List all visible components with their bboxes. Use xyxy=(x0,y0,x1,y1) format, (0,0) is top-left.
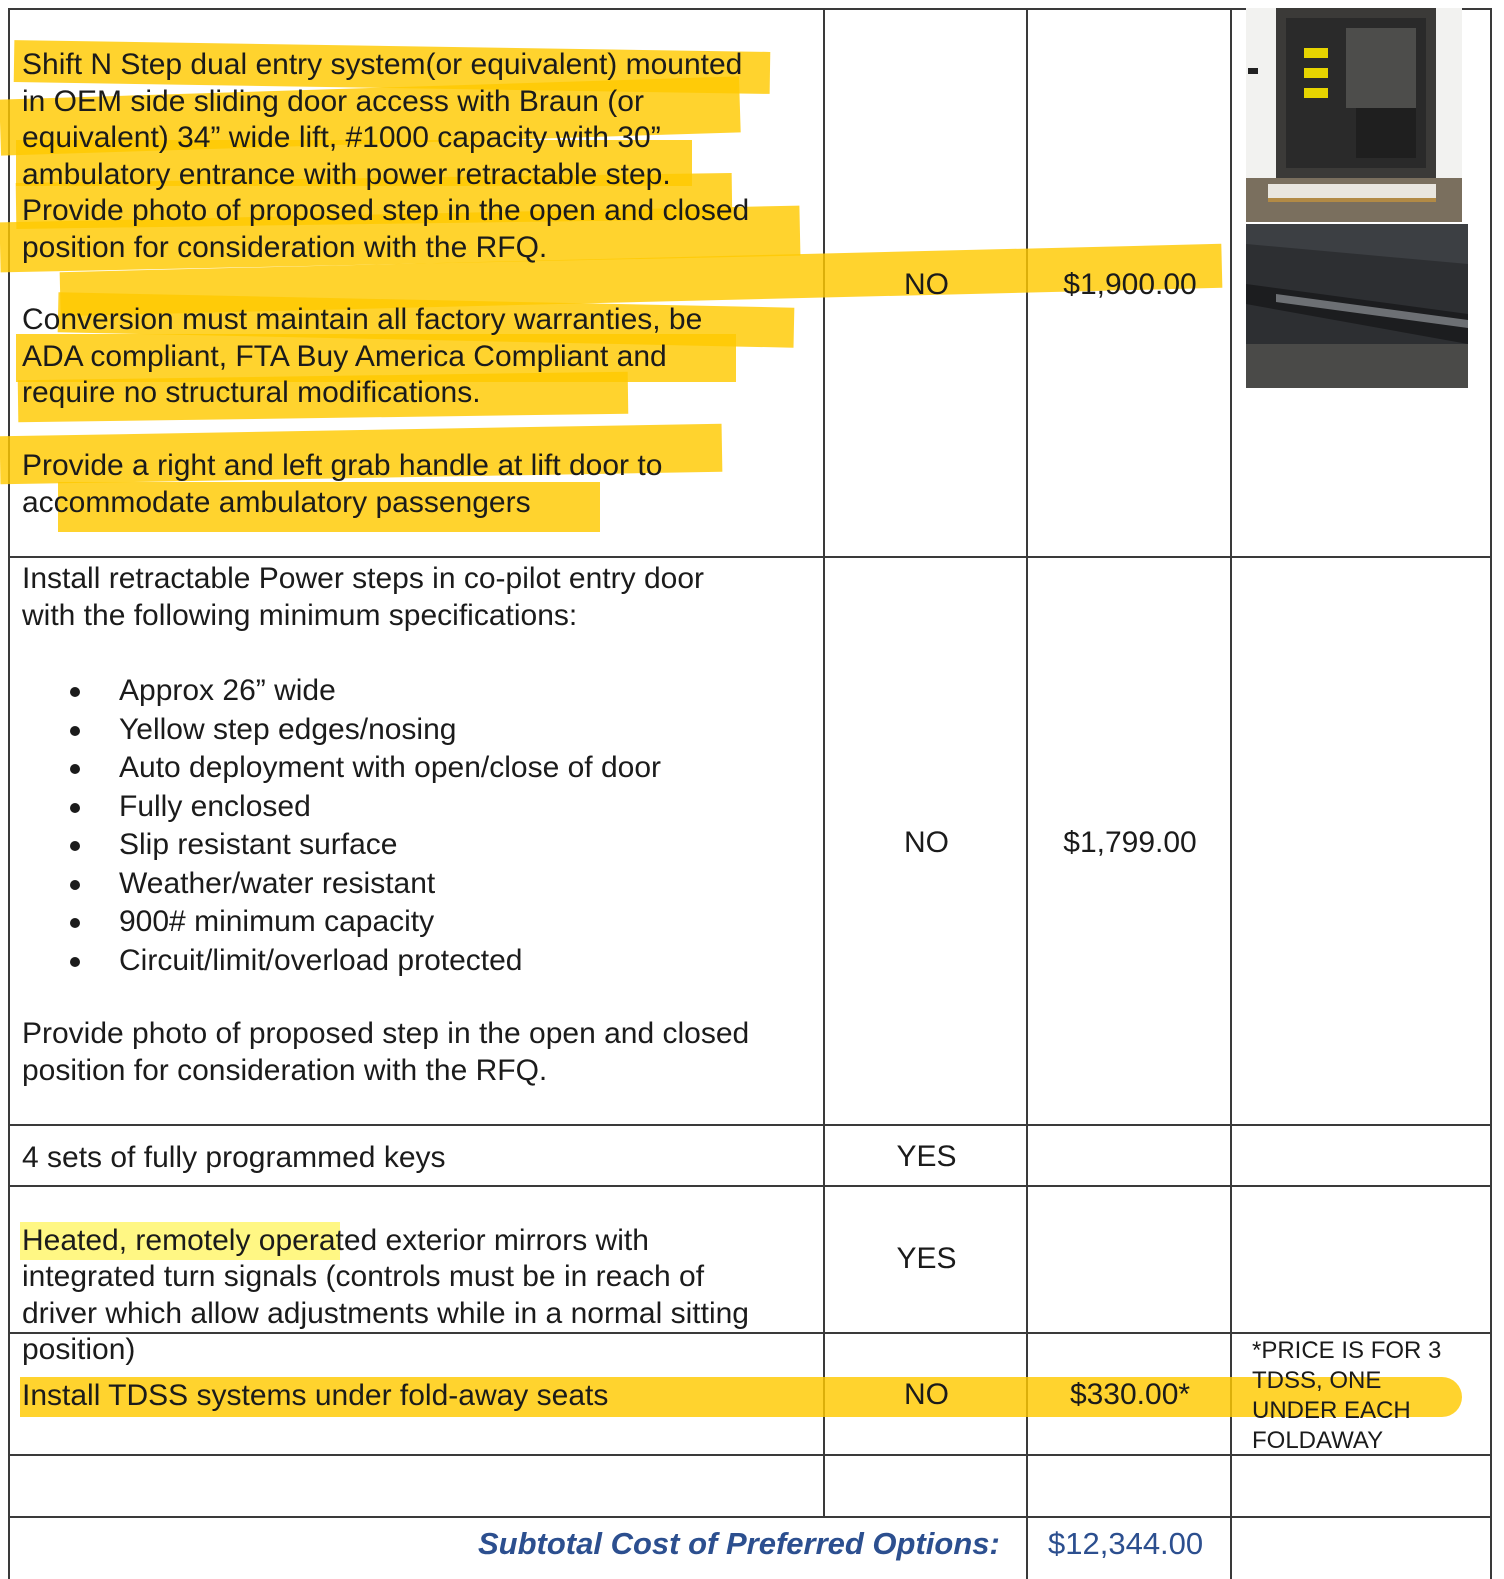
price-cell: $1,799.00 xyxy=(1063,826,1197,859)
table-border-right xyxy=(1490,8,1492,1579)
column-divider xyxy=(1230,8,1232,1579)
bullet-icon xyxy=(70,880,80,890)
turn-signals-highlight: integrated turn signals xyxy=(22,1260,318,1293)
standard-cell: NO xyxy=(904,1378,949,1411)
price-cell: $1,900.00 xyxy=(1063,268,1197,301)
standard-cell: YES xyxy=(896,1140,957,1173)
price-cell: $330.00* xyxy=(1069,1378,1191,1411)
standard-cell: YES xyxy=(896,1242,957,1275)
column-divider xyxy=(823,8,825,1516)
spec-item: 900# minimum capacity xyxy=(70,903,661,942)
bullet-icon xyxy=(70,841,80,851)
option-description-conversion-compliance: Conversion must maintain all factory warranties, be ADA compliant, FTA Buy America Compliant and require no structural modifications. xyxy=(22,303,703,409)
option-description-keys: 4 sets of fully programmed keys xyxy=(22,1141,446,1174)
bullet-icon xyxy=(70,918,80,928)
tdss-price-note: *PRICE IS FOR 3 TDSS, ONE UNDER EACH FOLDAWAY xyxy=(1252,1337,1442,1454)
mirrors-line-1: Heated, remotely operated exterior mirrors with xyxy=(22,1223,649,1257)
power-step-specifications xyxy=(70,672,661,980)
spec-item: Slip resistant surface xyxy=(70,826,661,865)
standard-cell: NO xyxy=(904,826,949,859)
row-divider xyxy=(8,1124,1492,1126)
retractable-step-photo xyxy=(1246,224,1468,388)
bullet-icon xyxy=(70,726,80,736)
spec-item: Auto deployment with open/close of door xyxy=(70,749,661,788)
subtotal-label: Subtotal Cost of Preferred Options: xyxy=(478,1526,1000,1561)
bullet-icon xyxy=(70,687,80,697)
option-description-power-steps: Install retractable Power steps in co-pilot entry door with the following minimum specifications: xyxy=(22,562,704,632)
spec-item: Fully enclosed xyxy=(70,788,661,827)
spec-item: Weather/water resistant xyxy=(70,865,661,904)
bullet-icon xyxy=(70,803,80,813)
option-description-tdss: Install TDSS systems under fold-away seats xyxy=(22,1379,609,1412)
mirrors-line-3: driver which allow adjustments while in a normal sitting position) xyxy=(22,1296,749,1366)
option-description-lift-system: Shift N Step dual entry system(or equivalent) mounted in OEM side sliding door access with Braun (or equivalent) 34” wide lift, #1000 capacity with 30” ambulatory entrance with power retractable step. Provide photo of proposed step in the open and closed position for consideration with the RFQ. xyxy=(22,48,750,264)
spec-item: Yellow step edges/nosing xyxy=(70,711,661,750)
spec-item: Approx 26” wide xyxy=(70,672,661,711)
lift-door-photo xyxy=(1246,8,1462,222)
row-divider xyxy=(8,1516,1492,1518)
subtotal-value: $12,344.00 xyxy=(1048,1526,1204,1561)
column-divider xyxy=(1026,8,1028,1579)
mirrors-line-2-suffix: (controls must be in reach of xyxy=(317,1260,705,1293)
bullet-icon xyxy=(70,957,80,967)
row-divider xyxy=(8,556,1492,558)
bullet-icon xyxy=(70,764,80,774)
option-description-mirrors xyxy=(22,1186,749,1369)
option-photo-requirement: Provide photo of proposed step in the open and closed position for consideration with the RFQ. xyxy=(22,1017,750,1087)
spec-item: Circuit/limit/overload protected xyxy=(70,942,661,981)
standard-cell: NO xyxy=(904,268,949,301)
option-description-grab-handles: Provide a right and left grab handle at lift door to accommodate ambulatory passengers xyxy=(22,449,663,519)
